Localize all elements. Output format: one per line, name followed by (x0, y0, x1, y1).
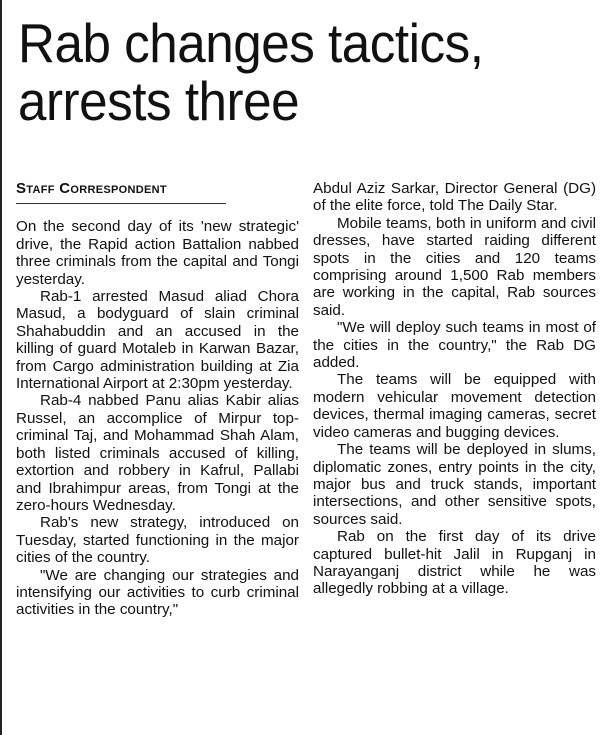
paragraph: The teams will be equipped with modern vehicular movement detection devices, thermal imaging cameras, secret video cameras and bugging devices. (313, 371, 596, 441)
article-body (16, 180, 596, 619)
headline-line-2: arrests three (18, 70, 300, 132)
headline (18, 14, 557, 130)
paragraph: The teams will be deployed in slums, diplomatic zones, entry points in the city, major bus and truck stands, important intersections, and other sensitive spots, sources said. (313, 441, 596, 528)
column-right (313, 180, 596, 619)
paragraph: Mobile teams, both in uniform and civil dresses, have started raiding different spots in the cities and 120 teams comprising around 1,500 Rab members are working in the capital, Rab sources said. (313, 214, 596, 319)
headline-line-1: Rab changes tactics, (18, 12, 484, 74)
paragraph: "We will deploy such teams in most of the cities in the country," the Rab DG added. (313, 319, 596, 372)
paragraph: "We are changing our strategies and intensifying our activities to curb criminal activities in the country," (16, 566, 299, 619)
paragraph: Rab on the first day of its drive captured bullet-hit Jalil in Rupganj in Narayanganj district while he was allegedly robbing at a village. (313, 528, 596, 598)
paragraph: Abdul Aziz Sarkar, Director General (DG) of the elite force, told The Daily Star. (313, 180, 596, 215)
paragraph: On the second day of its 'new strategic' drive, the Rapid action Battalion nabbed three criminals from the capital and Tongi yesterday. (16, 218, 299, 288)
paragraph: Rab-4 nabbed Panu alias Kabir alias Russel, an accomplice of Mirpur top-criminal Taj, and Mohammad Shah Alam, both listed criminals accused of killing, extortion and robbery in Kafrul, Pallabi and Ibrahimpur areas, from Tongi at the zero-hours Wednesday. (16, 392, 299, 514)
column-left (16, 180, 299, 619)
byline: Staff Correspondent (16, 180, 226, 204)
paragraph: Rab's new strategy, introduced on Tuesday, started functioning in the major cities of the country. (16, 514, 299, 567)
paragraph: Rab-1 arrested Masud aliad Chora Masud, a bodyguard of slain criminal Shahabuddin and an accused in the killing of guard Motaleb in Karwan Bazar, from Cargo administration building at Zia International Airport at 2:30pm yesterday. (16, 288, 299, 393)
